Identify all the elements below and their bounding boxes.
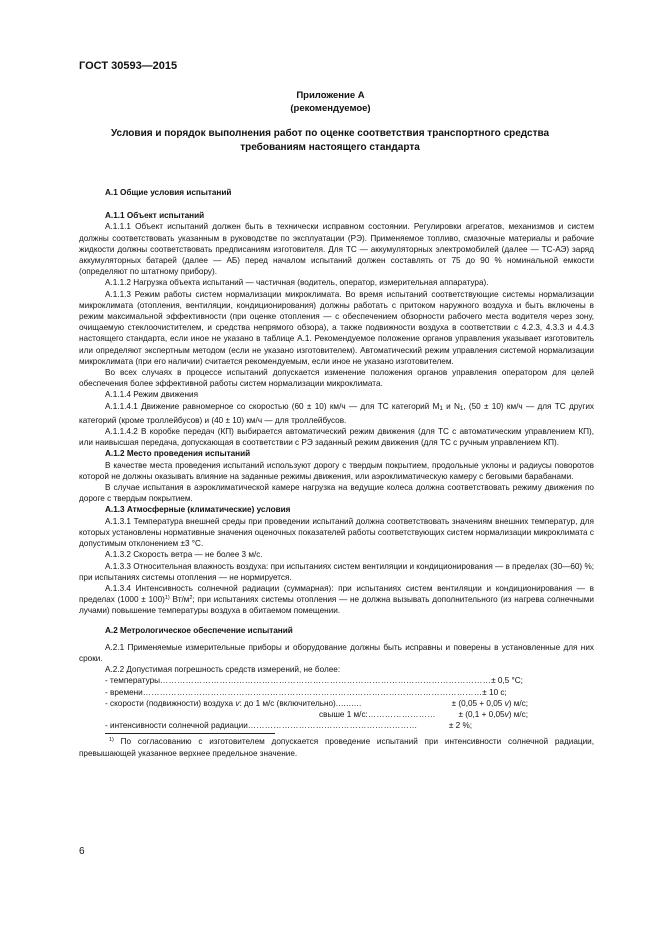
- list-item-temperature: - температуры ……………………………………………………………………………………………………… ± 0,5 °С;: [105, 676, 523, 686]
- footnote-separator: [105, 733, 275, 734]
- paragraph-a11141: А.1.1.4.1 Движение равномерное со скоростью (60 ± 10) км/ч — для ТС категорий $М_1$ и $N_1$, (50 ± 10) км/ч — для ТС других категорий (кроме троллейбусов) и (40 ± 10) км/ч — для троллейбусов.: [79, 401, 594, 425]
- list-item-air-speed-over1: свыше 1 м/с: …………………… ± (0,1 + 0,05v) м/с;: [319, 709, 528, 719]
- page-number: 6: [79, 846, 85, 857]
- section-a2-title: А.2 Метрологическое обеспечение испытаний: [105, 625, 293, 635]
- section-a13-title: А.1.3 Атмосферные (климатические) условия: [105, 505, 291, 515]
- paragraph-a221: А.2.1 Применяемые измерительные приборы и оборудование должны быть исправны и поверены в установленные для них сроки.: [79, 642, 594, 663]
- paragraph-a1114: А.1.1.4 Режим движения: [105, 390, 198, 400]
- list-item-time: - времени ………………………………………………………………………………………………………… ± 10 с;: [105, 687, 507, 697]
- section-a12-title: А.1.2 Место проведения испытаний: [105, 449, 251, 459]
- paragraph-a1111: А.1.1.1 Объект испытаний должен быть в технически исправном состоянии. Регулировки агрегатов, механизмов и систем должны соответствовать указанным в руководстве по эксплуатации (РЭ). Применяемое топливо, смазочные материалы и рабочие жидкости должны соответствовать предписаниям изготовителя. Для ТС — аккумуляторных электромобилей (далее — ТС-АЭ) заряд аккумуляторных батарей (далее — АБ) перед началом испытаний должен составлять от 75 до 90 % номинальной емкости (определяют по штатному прибору).: [79, 222, 594, 277]
- paragraph-a222: А.2.2 Допустимая погрешность средств измерений, не более:: [105, 665, 341, 675]
- annex-heading-line1: Условия и порядок выполнения работ по оценке соответствия транспортного средства: [110, 128, 550, 139]
- annex-heading-line2: требованиям настоящего стандарта: [240, 142, 420, 153]
- paragraph-a1113: А.1.1.3 Режим работы систем нормализации микроклимата. Во время испытаний соответствующие системы нормализации микроклимата (отопления, вентиляции, кондиционирования) должны работать с притоком наружного воздуха и быть включены в режим максимальной эффективности (при оценке отопления — с обеспечением обзорности рабочего места водителя через зону, очищаемую стеклоочистителем, и средства непрямого обзора), а также подвижности воздуха в соответствии с 4.2.3, 4.3.3 и 4.4.3 настоящего стандарта, если иное не указано в таблице А.1. Рекомендуемое положение органов управления указывает изготовитель или определяют экспертным методом (если не указано изготовителем). Автоматический режим управления системой нормализации микроклимата (при его наличии) считается рекомендуемым, если иное не указано изготовителем.: [79, 289, 594, 366]
- paragraph-all-cases: Во всех случаях в процессе испытаний допускается изменение положения органов управления оператором для целей обеспечения более эффективной работы систем нормализации микроклимата.: [79, 368, 594, 389]
- paragraph-a1131: А.1.3.1 Температура внешней среды при проведении испытаний должна соответствовать значениям внешних температур, для которых установлены нормативные значения оценочных показателей работы соответствующих систем нормализации микроклимата с допустимым отклонением ±3 °С.: [79, 516, 594, 549]
- section-a1-title: А.1 Общие условия испытаний: [105, 188, 232, 197]
- paragraph-a1134: А.1.3.4 Интенсивность солнечной радиации (суммарная): при испытаниях систем вентиляции и кондиционирования — в пределах $(1000 \pm 100)^{1)}$ $Вт/м^2$; при испытаниях системы отопления — не должна вызывать дополнительного (из нагрева солнечными лучами) повышение температуры воздуха в обитаемом помещении.: [79, 583, 594, 616]
- list-item-solar-radiation: - интенсивности солнечной радиации …………………………………………………… ± 2 %;: [105, 721, 472, 731]
- paragraph-a12-chamber: В случае испытания в аэроклиматической камере нагрузка на ведущие колеса должна соответствовать режиму движения по дороге с твердым покрытием.: [79, 483, 594, 504]
- document-body: [79, 187, 594, 759]
- annex-title: Приложение А: [296, 90, 365, 101]
- section-a11-title: А.1.1 Объект испытаний: [105, 211, 205, 221]
- footnote: $^{1)}$ По согласованию с изготовителем допускается проведение испытаний при интенсивности солнечной радиации, превышающей указанное верхнее предельное значение.: [79, 737, 594, 758]
- paragraph-a12-place: В качестве места проведения испытаний используют дорогу с твердым покрытием, продольные уклоны и радиусы поворотов которой не должны оказывать влияние на заданные режимы движения, или аэроклиматическую камеру с беговыми барабанами.: [79, 460, 594, 481]
- paragraph-a1133: А.1.3.3 Относительная влажность воздуха: при испытаниях систем вентиляции и кондиционирования — в пределах (30—60) %; при испытаниях системы отопления — не нормируется.: [79, 561, 594, 582]
- accuracy-list: [79, 675, 594, 731]
- paragraph-a11142: А.1.1.4.2 В коробке передач (КП) выбирается автоматический режим движения (для ТС с автоматическим управлением КП), или наивысшая передача, допускающая в соответствии с РЭ заданный режим движения (для ТС с ручным управлением КП).: [79, 427, 594, 448]
- list-item-air-speed: - скорости (подвижности) воздуха v: до 1 м/с (включительно) .......... ± (0,05 + 0,05 v) м/с;: [105, 698, 528, 708]
- paragraph-a1132: А.1.3.2 Скорость ветра — не более 3 м/с.: [105, 550, 263, 560]
- standard-header: ГОСТ 30593—2015: [79, 60, 178, 72]
- paragraph-a1112: А.1.1.2 Нагрузка объекта испытаний — частичная (водитель, оператор, измерительная аппаратура).: [105, 278, 489, 288]
- annex-heading: [100, 127, 560, 155]
- annex-status: (рекомендуемое): [290, 103, 371, 114]
